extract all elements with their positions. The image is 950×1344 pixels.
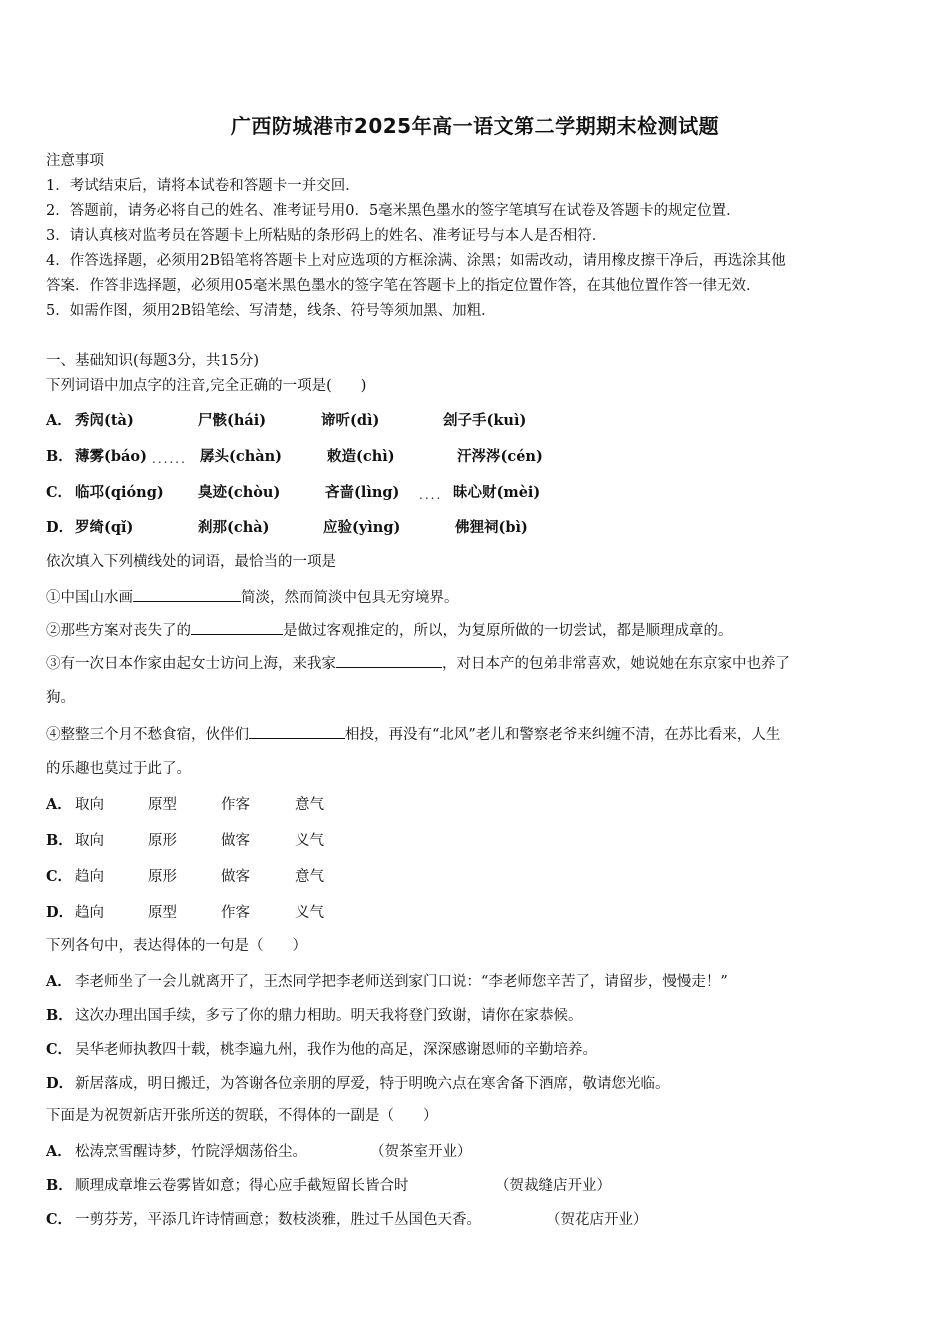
option-label: B． bbox=[46, 832, 73, 849]
sentence-text: ④整整三个月不愁食宿，伙伴们 bbox=[46, 727, 249, 743]
sentence-text: ②那些方案对丧失了的 bbox=[46, 623, 191, 639]
option-label: C． bbox=[46, 868, 73, 885]
option-item: 临邛(qióng) bbox=[75, 484, 164, 501]
option-item: 义气 bbox=[295, 833, 324, 849]
option-label: A． bbox=[46, 796, 72, 813]
option-item: 原型 bbox=[148, 797, 177, 813]
emphasis-dots: ...... bbox=[152, 452, 187, 466]
option-item: 臭迹(chòu) bbox=[198, 484, 281, 501]
sentence-text: 相投，再没有“北风”老儿和警察老爷来纠缠不清，在苏比看来，人生 bbox=[345, 727, 781, 743]
fill-sentence-4-cont: 的乐趣也莫过于此了。 bbox=[46, 761, 191, 777]
answer-blank bbox=[191, 618, 283, 635]
notice-heading: 注意事项 bbox=[46, 153, 104, 169]
option-item: 刹那(chà) bbox=[198, 519, 270, 536]
fill-sentence-1 bbox=[46, 585, 459, 608]
question-stem: 下列词语中加点字的注音,完全正确的一项是( ) bbox=[46, 378, 367, 394]
option-item: 做客 bbox=[221, 833, 250, 849]
option-text: 松涛烹雪醒诗梦，竹院浮烟荡俗尘。 bbox=[75, 1144, 307, 1160]
notice-item: 3．请认真核对监考员在答题卡上所粘贴的条形码上的姓名、准考证号与本人是否相符． bbox=[46, 228, 607, 244]
fill-sentence-4 bbox=[46, 722, 780, 745]
option-item: 秀闶(tà) bbox=[75, 412, 134, 429]
option-item: 取向 bbox=[75, 833, 104, 849]
fill-sentence-2 bbox=[46, 618, 733, 641]
option-label: D． bbox=[46, 519, 74, 536]
option-label: B． bbox=[46, 1007, 73, 1024]
sentence-text: ①中国山水画 bbox=[46, 590, 133, 606]
fill-sentence-3-cont: 狗。 bbox=[46, 690, 75, 706]
section-heading: 一、基础知识(每题3分，共15分) bbox=[46, 353, 259, 369]
option-item: 做客 bbox=[221, 869, 250, 885]
notice-item: 2．答题前，请务必将自己的姓名、准考证号用0．5毫米黑色墨水的签字笔填写在试卷及答题卡的规定位置． bbox=[46, 203, 741, 219]
option-item: 取向 bbox=[75, 797, 104, 813]
option-item: 吝啬(lìng) bbox=[325, 484, 400, 501]
answer-blank bbox=[336, 651, 442, 668]
option-item: 原形 bbox=[148, 869, 177, 885]
option-item: 应验(yìng) bbox=[323, 519, 401, 536]
option-item: 意气 bbox=[295, 869, 324, 885]
option-item: 昧心财(mèi) bbox=[453, 484, 541, 501]
page-title: 广西防城港市2025年高一语文第二学期期末检测试题 bbox=[230, 114, 720, 138]
notice-item: 1．考试结束后，请将本试卷和答题卡一并交回． bbox=[46, 178, 360, 194]
option-label: C． bbox=[46, 484, 73, 501]
emphasis-dots: .... bbox=[419, 488, 443, 502]
option-item: 刽子手(kuì) bbox=[443, 412, 527, 429]
option-label: C． bbox=[46, 1211, 73, 1228]
option-label: A． bbox=[46, 973, 72, 990]
option-item: 作客 bbox=[221, 905, 250, 921]
option-label: C． bbox=[46, 1041, 73, 1058]
option-note: （贺裁缝店开业） bbox=[495, 1178, 611, 1194]
option-text: 顺理成章堆云卷雾皆如意；得心应手截短留长皆合时 bbox=[75, 1178, 409, 1194]
question-stem: 下列各句中，表达得体的一句是（ ） bbox=[46, 938, 307, 954]
fill-sentence-3 bbox=[46, 651, 790, 674]
answer-blank bbox=[249, 722, 345, 739]
option-item: 孱头(chàn) bbox=[200, 448, 283, 465]
notice-item: 5．如需作图，须用2B铅笔绘、写清楚，线条、符号等须加黑、加粗． bbox=[46, 303, 496, 319]
option-text: 李老师坐了一会儿就离开了，王杰同学把李老师送到家门口说：“李老师您辛苦了，请留步，慢慢走！” bbox=[75, 974, 728, 990]
option-text: 这次办理出国手续，多亏了你的鼎力相助。明天我将登门致谢，请你在家恭候。 bbox=[75, 1008, 583, 1024]
option-item: 趋向 bbox=[75, 869, 104, 885]
option-item: 薄雾(báo) bbox=[75, 448, 147, 465]
option-item: 原型 bbox=[148, 905, 177, 921]
option-item: 汗涔涔(cén) bbox=[457, 448, 543, 465]
notice-item: 答案．作答非选择题，必须用05毫米黑色墨水的签字笔在答题卡上的指定位置作答，在其他位置作答一律无效． bbox=[46, 278, 761, 294]
option-item: 义气 bbox=[295, 905, 324, 921]
sentence-text: 是做过客观推定的，所以，为复原所做的一切尝试，都是顺理成章的。 bbox=[283, 623, 733, 639]
question-stem: 依次填入下列横线处的词语，最恰当的一项是 bbox=[46, 554, 336, 570]
option-item: 趋向 bbox=[75, 905, 104, 921]
option-item: 尸骸(hái) bbox=[198, 412, 267, 429]
option-note: （贺茶室开业） bbox=[370, 1144, 472, 1160]
notice-item: 4．作答选择题，必须用2B铅笔将答题卡上对应选项的方框涂满、涂黑；如需改动，请用橡皮擦干净后，再选涂其他 bbox=[46, 253, 786, 269]
option-label: A． bbox=[46, 412, 72, 429]
option-item: 意气 bbox=[295, 797, 324, 813]
option-item: 原形 bbox=[148, 833, 177, 849]
sentence-text: ，对日本产的包弟非常喜欢，她说她在东京家中也养了 bbox=[442, 656, 790, 672]
option-note: （贺花店开业） bbox=[546, 1212, 648, 1228]
option-item: 作客 bbox=[221, 797, 250, 813]
option-item: 罗绮(qǐ) bbox=[75, 519, 134, 536]
option-item: 敕造(chì) bbox=[327, 448, 395, 465]
sentence-text: ③有一次日本作家由起女士访问上海，来我家 bbox=[46, 656, 336, 672]
option-item: 佛狸祠(bì) bbox=[455, 519, 528, 536]
option-label: A． bbox=[46, 1143, 72, 1160]
question-stem: 下面是为祝贺新店开张所送的贺联，不得体的一副是（ ） bbox=[46, 1108, 438, 1124]
option-label: D． bbox=[46, 1075, 74, 1092]
option-label: D． bbox=[46, 904, 74, 921]
option-item: 谛听(dì) bbox=[321, 412, 380, 429]
option-text: 吴华老师执教四十载，桃李遍九州，我作为他的高足，深深感谢恩师的辛勤培养。 bbox=[75, 1042, 597, 1058]
option-text: 一剪芬芳，平添几许诗情画意；数枝淡雅，胜过千丛国色天香。 bbox=[75, 1212, 481, 1228]
option-text: 新居落成，明日搬迁，为答谢各位亲朋的厚爱，特于明晚六点在寒舍备下酒席，敬请您光临。 bbox=[75, 1076, 670, 1092]
option-label: B． bbox=[46, 448, 73, 465]
option-label: B． bbox=[46, 1177, 73, 1194]
sentence-text: 简淡，然而简淡中包具无穷境界。 bbox=[241, 590, 459, 606]
answer-blank bbox=[133, 585, 241, 602]
